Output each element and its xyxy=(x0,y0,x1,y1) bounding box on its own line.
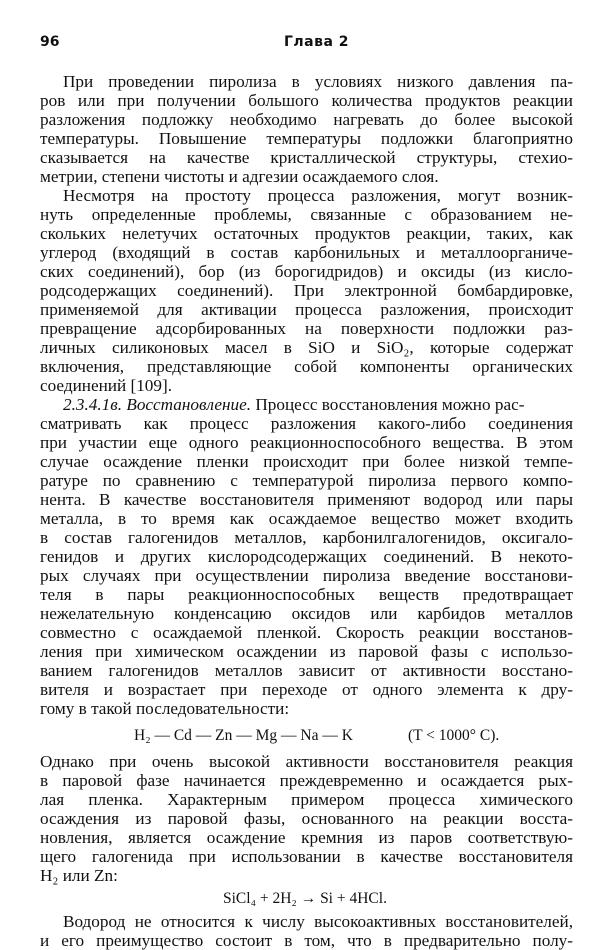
text-line: углерод (входящий в состав карбонильных и металлоорганиче- xyxy=(40,243,573,262)
text-line: При проведении пиролиза в условиях низкого давления па- xyxy=(63,72,573,91)
text-line: в паровой фазе начинается преждевременно и осаждается рых- xyxy=(40,771,573,790)
text-line: при участии еще одного реакционноспособного вещества. В этом xyxy=(40,433,573,452)
text-line: лая пленка. Характерным примером процесса химического xyxy=(40,790,573,809)
equation-condition: (T < 1000° C). xyxy=(407,727,500,744)
text-line: ратуре по сравнению с температурой пиролиза первого компо- xyxy=(40,471,573,490)
text-line: нежелательную конденсацию оксидов или карбидов металлов xyxy=(40,604,573,623)
equation-silicon-reduction: SiCl₄ + 2H₂ → Si + 4HCl. xyxy=(223,890,387,907)
equation-reducer-sequence xyxy=(134,726,499,745)
text-line: осаждения из паровой фазы, основанного на реакции восста- xyxy=(40,809,573,828)
text-line: включения, представляющие собой компоненты органических xyxy=(40,357,573,376)
text-line: совместно с осаждаемой пленкой. Скорость реакции восстанов- xyxy=(40,623,573,642)
equation-sequence: H₂ — Cd — Zn — Mg — Na — K xyxy=(134,727,353,744)
text-line: и его преимущество состоит в том, что в предварительно полу- xyxy=(40,931,573,950)
chapter-title: Глава 2 xyxy=(284,34,350,50)
text-line: случае осаждение пленки происходит при более низкой темпе- xyxy=(40,452,573,471)
text-line: ванием галогенидов металлов зависит от активности восстано- xyxy=(40,661,573,680)
text-line: скольких нелетучих остаточных продуктов реакции, таких, как xyxy=(40,224,573,243)
text-line: Несмотря на простоту процесса разложения, могут возник- xyxy=(63,186,573,205)
text-line: сказывается на качестве кристаллической структуры, стехио- xyxy=(40,148,573,167)
text-line: Водород не относится к числу высокоактивных восстановителей, xyxy=(63,912,573,931)
text-line: личных силиконовых масел в SiO и SiO₂, которые содержат xyxy=(40,338,573,357)
text-line: ления при химическом осаждении из паровой фазы с использо- xyxy=(40,642,573,661)
text-line: разложения подложку необходимо нагревать до более высокой xyxy=(40,110,573,129)
text-line: родсодержащих соединений). При электронной бомбардировке, xyxy=(40,281,573,300)
text-line: ских соединений), бор (из борогидридов) и оксиды (из кисло- xyxy=(40,262,573,281)
text-line: метрии, степени чистоты и адгезии осаждаемого слоя. xyxy=(40,167,439,186)
text-line: генидов и других кислородсодержащих соединений. В некото- xyxy=(40,547,573,566)
page-number: 96 xyxy=(40,34,60,50)
text-line-continuation: Процесс восстановления можно рас- xyxy=(251,395,525,414)
text-line: металла, в то время как осаждаемое вещество может входить xyxy=(40,509,573,528)
text-line: новления, является осаждение кремния из паров соответствую- xyxy=(40,828,573,847)
text-line: H₂ или Zn: xyxy=(40,866,118,885)
text-line: щего галогенида при использовании в качестве восстановителя xyxy=(40,847,573,866)
text-line: Однако при очень высокой активности восстановителя реакция xyxy=(40,752,573,771)
text-line: в состав галогенидов металлов, карбонилгалогенидов, оксигало- xyxy=(40,528,573,547)
text-line: применяемой для активации процесса разложения, происходит xyxy=(40,300,573,319)
section-heading: 2.3.4.1в. Восстановление. xyxy=(63,395,252,414)
text-line: нуть определенные проблемы, связанные с образованием не- xyxy=(40,205,573,224)
text-line: теля в пары реакционноспособных веществ предотвращает xyxy=(40,585,573,604)
text-line: гому в такой последовательности: xyxy=(40,699,290,718)
text-line: превращение адсорбированных на поверхности подложки раз- xyxy=(40,319,573,338)
text-line: рых случаях при осуществлении пиролиза введение восстанови- xyxy=(40,566,573,585)
text-line: сматривать как процесс разложения какого-либо соединения xyxy=(40,414,573,433)
section-heading-line xyxy=(63,395,573,414)
text-line: температуры. Повышение температуры подложки благоприятно xyxy=(40,129,573,148)
text-line: ров или при получении большого количества продуктов реакции xyxy=(40,91,573,110)
text-line: вителя и возрастает при переходе от одного элемента к дру- xyxy=(40,680,573,699)
text-line: соединений [109]. xyxy=(40,376,173,395)
text-line: нента. В качестве восстановителя применяют водород или пары xyxy=(40,490,573,509)
running-head xyxy=(40,34,574,54)
